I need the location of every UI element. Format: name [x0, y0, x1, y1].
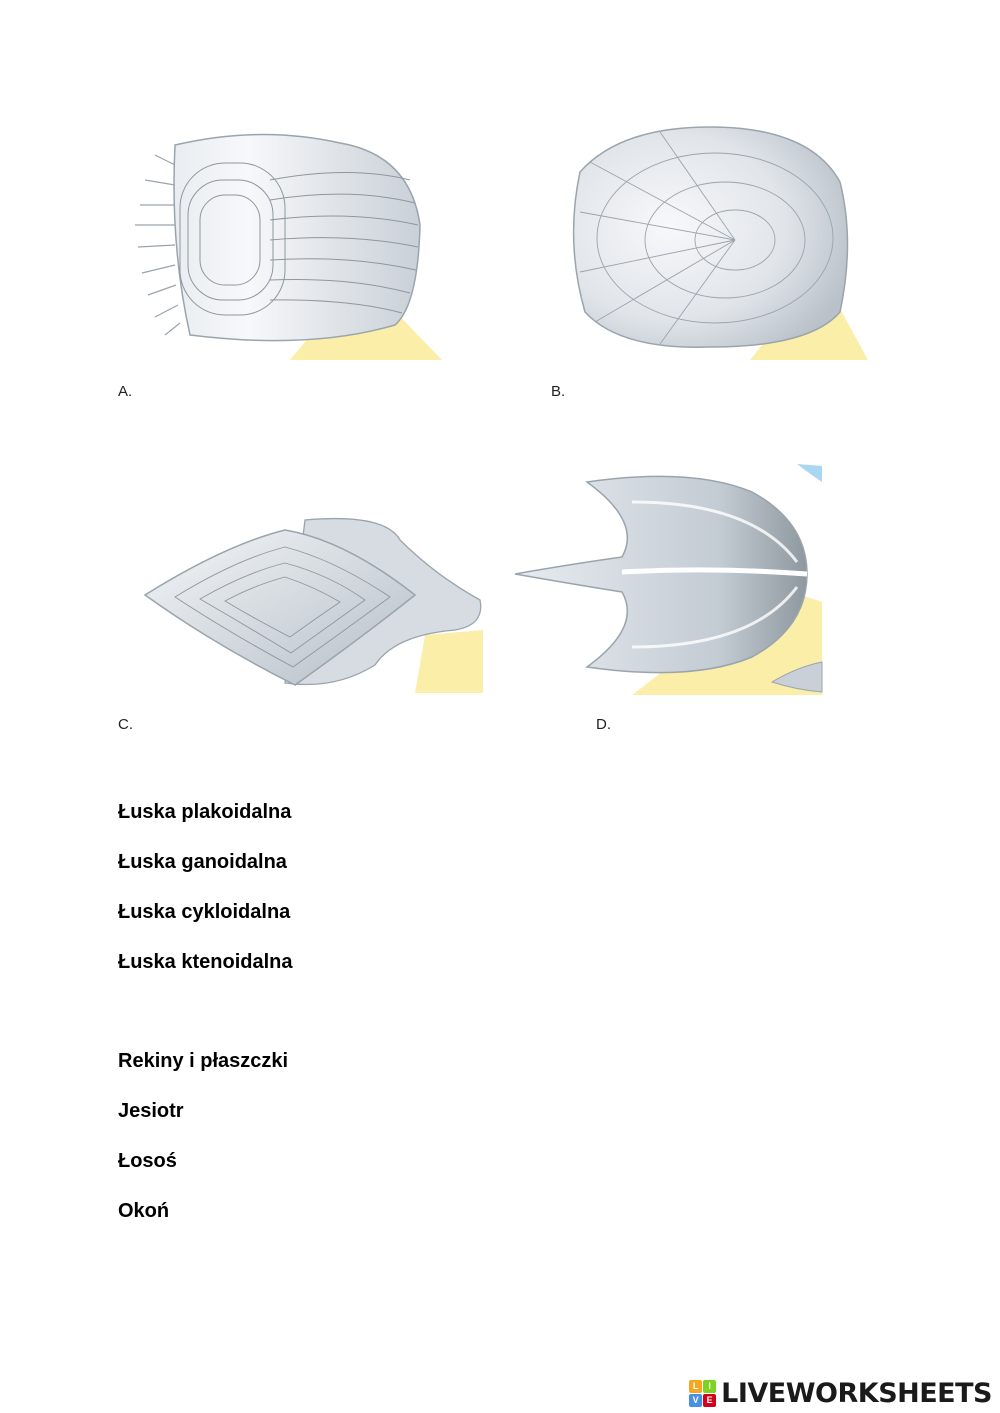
- fish-losos[interactable]: Łosoś: [118, 1150, 177, 1172]
- logo-letter: L: [689, 1380, 702, 1393]
- fish-rekiny[interactable]: Rekiny i płaszczki: [118, 1050, 289, 1072]
- figure-d-label: D.: [596, 716, 611, 733]
- figure-b-label: B.: [551, 383, 566, 400]
- brand-name: LIVEWORKSHEETS: [721, 1377, 992, 1409]
- scale-type-ganoidalna[interactable]: Łuska ganoidalna: [118, 851, 287, 873]
- liveworksheets-logo-icon: [689, 1380, 716, 1407]
- liveworksheets-brand: [689, 1376, 992, 1410]
- figure-c-label: C.: [118, 716, 133, 733]
- logo-letter: I: [703, 1380, 716, 1393]
- fish-jesiotr[interactable]: Jesiotr: [118, 1100, 184, 1122]
- ganoid-scale-illustration: [135, 515, 485, 695]
- figure-b: [560, 122, 870, 362]
- fish-okon[interactable]: Okoń: [118, 1200, 170, 1222]
- placoid-scale-illustration: [512, 462, 824, 697]
- cycloid-scale-illustration: [560, 122, 870, 362]
- scale-type-plakoidalna[interactable]: Łuska plakoidalna: [118, 801, 292, 823]
- figure-a-label: A.: [118, 383, 133, 400]
- scale-type-ktenoidalna[interactable]: Łuska ktenoidalna: [118, 951, 293, 973]
- ctenoid-scale-illustration: [130, 125, 445, 363]
- logo-letter: V: [689, 1394, 702, 1407]
- logo-letter: E: [703, 1394, 716, 1407]
- scale-type-cykloidalna[interactable]: Łuska cykloidalna: [118, 901, 291, 923]
- figure-d: [512, 462, 824, 697]
- figure-a: [130, 125, 445, 363]
- figure-c: [135, 515, 485, 695]
